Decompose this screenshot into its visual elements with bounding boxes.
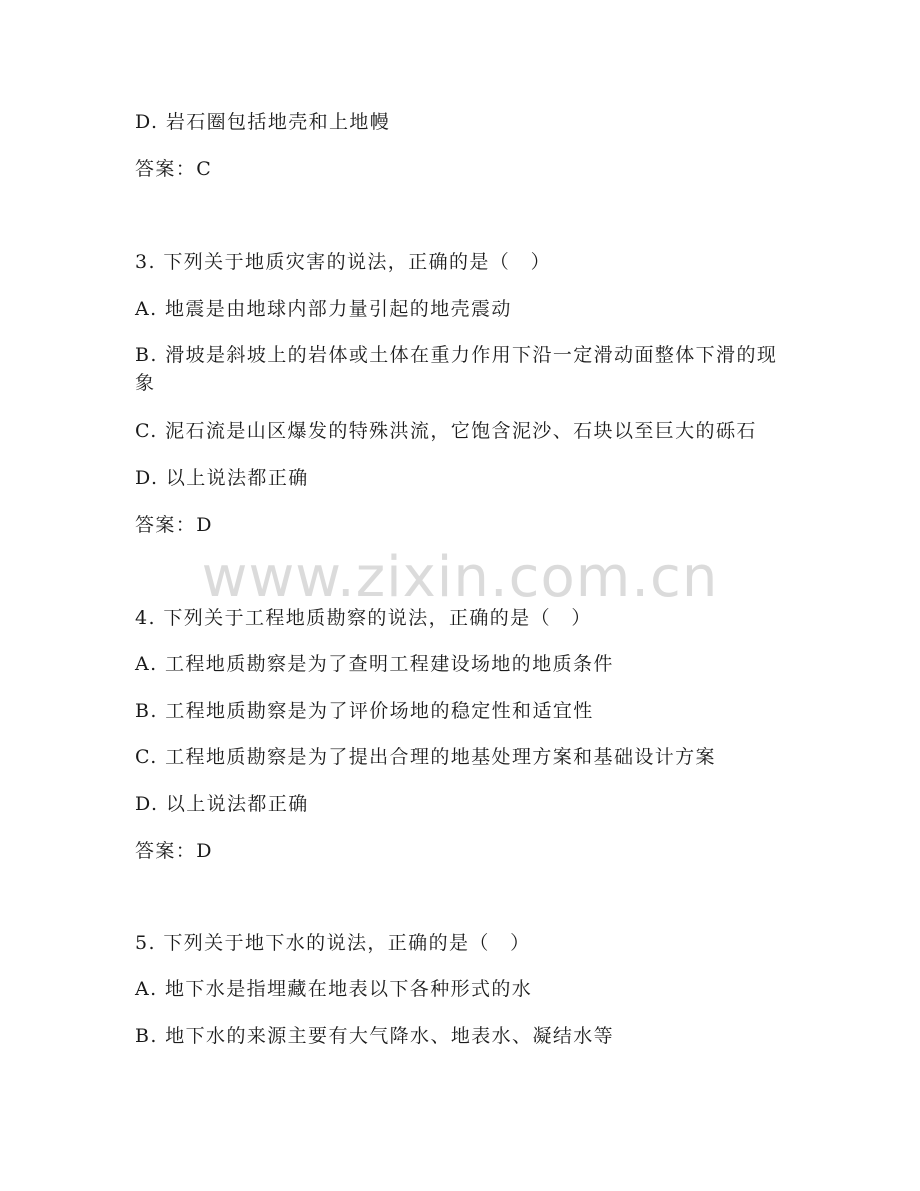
q4-option-b: B. 工程地质勘察是为了评价场地的稳定性和适宜性 xyxy=(135,700,594,722)
q4-option-d: D. 以上说法都正确 xyxy=(135,793,309,815)
q3-option-c: C. 泥石流是山区爆发的特殊洪流，它饱含泥沙、石块以至巨大的砾石 xyxy=(135,420,757,442)
q3-stem: 3. 下列关于地质灾害的说法，正确的是（ ） xyxy=(135,251,551,273)
q3-option-b: B. 滑坡是斜坡上的岩体或土体在重力作用下沿一定滑动面整体下滑的现象 xyxy=(135,344,778,394)
q3-option-a: A. 地震是由地球内部力量引起的地壳震动 xyxy=(135,298,512,320)
q3-answer: 答案：D xyxy=(135,514,213,536)
q3-option-d: D. 以上说法都正确 xyxy=(135,467,309,489)
q2-option-d: D. 岩石圈包括地壳和上地幔 xyxy=(135,111,391,133)
q5-option-a: A. 地下水是指埋藏在地表以下各种形式的水 xyxy=(135,978,533,1000)
q4-option-a: A. 工程地质勘察是为了查明工程建设场地的地质条件 xyxy=(135,653,614,675)
q5-stem: 5. 下列关于地下水的说法，正确的是（ ） xyxy=(135,932,531,954)
q4-stem: 4. 下列关于工程地质勘察的说法，正确的是（ ） xyxy=(135,607,592,629)
q4-option-c: C. 工程地质勘察是为了提出合理的地基处理方案和基础设计方案 xyxy=(135,746,716,768)
q2-answer: 答案：C xyxy=(135,158,213,180)
q4-answer: 答案：D xyxy=(135,840,213,862)
q5-option-b: B. 地下水的来源主要有大气降水、地表水、凝结水等 xyxy=(135,1025,615,1047)
watermark: www.zixin.com.cn xyxy=(201,545,719,610)
